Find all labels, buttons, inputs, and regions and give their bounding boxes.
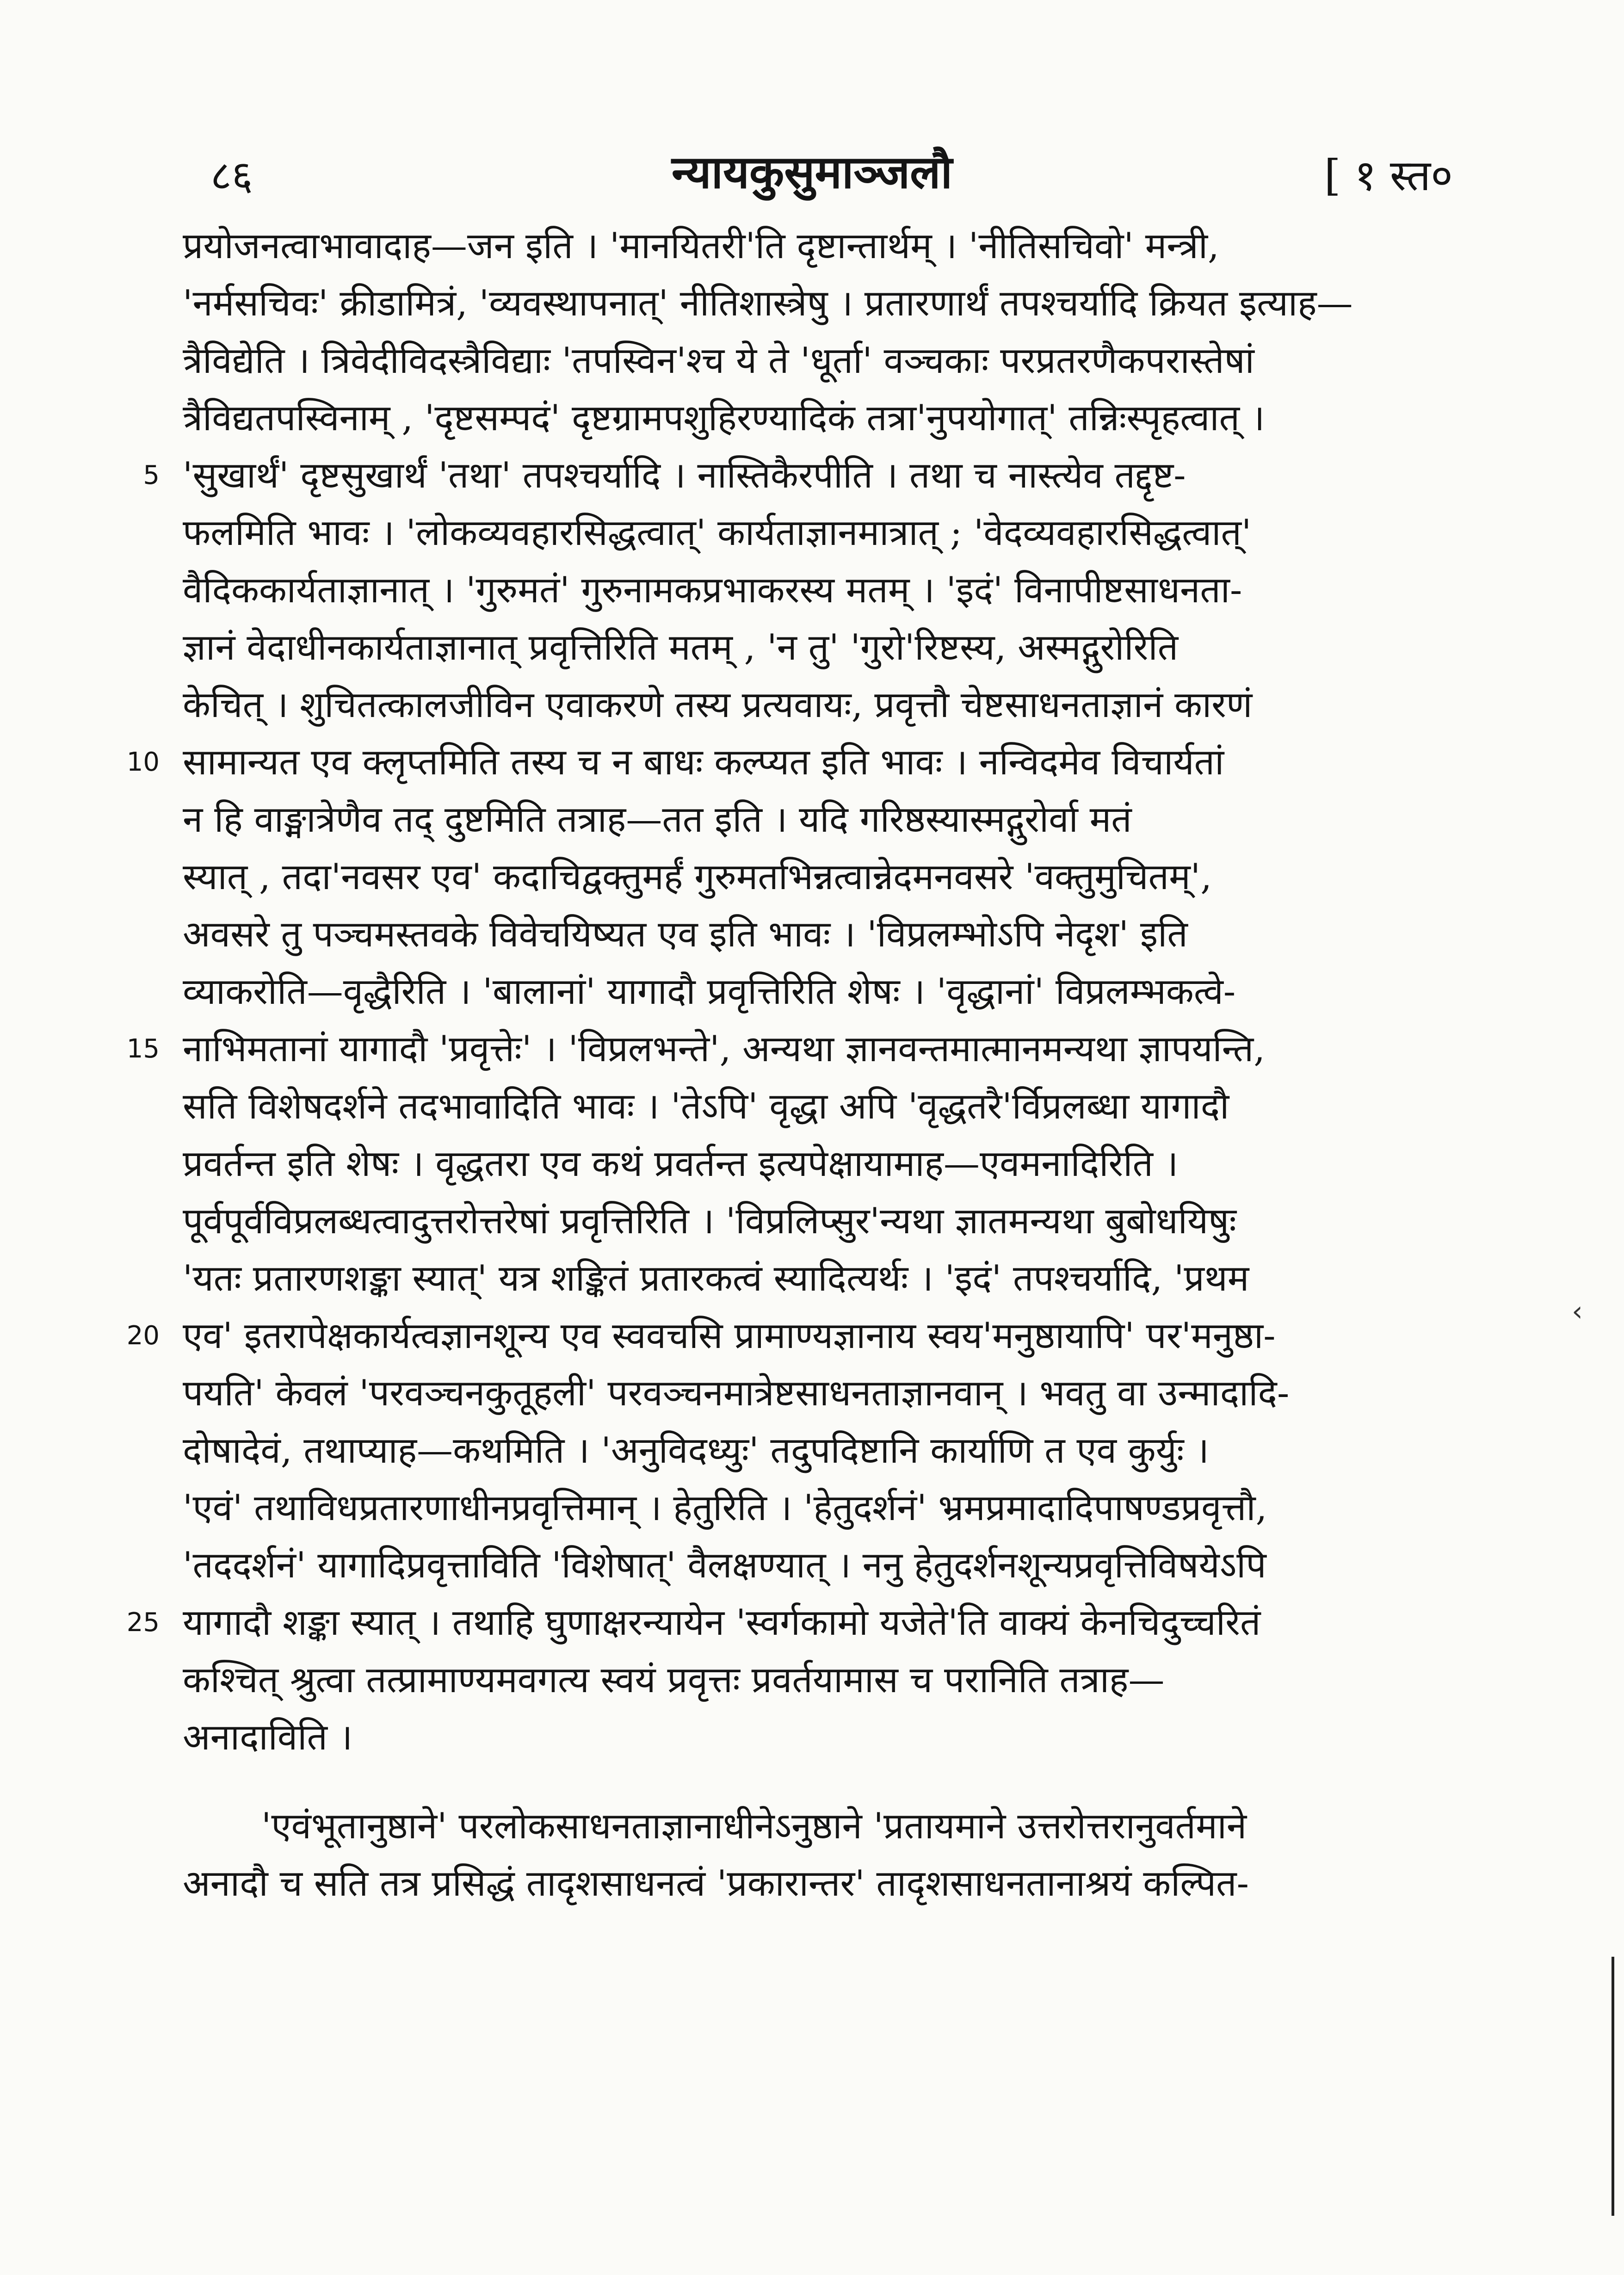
- text-line: [183, 1651, 1478, 1709]
- margin-bracket-icon: ‹: [1572, 1295, 1583, 1328]
- line-text: केचित् । शुचितत्कालजीविन एवाकरणे तस्य प्रत्यवायः, प्रवृत्तौ चेष्टसाधनताज्ञानं कारणं: [183, 684, 1253, 726]
- line-text: 'नर्मसचिवः' क्रीडामित्रं, 'व्यवस्थापनात्' नीतिशास्त्रेषु । प्रतारणार्थं तपश्चर्यादि क्रियत इत्याह—: [183, 283, 1353, 324]
- text-line: [183, 275, 1478, 332]
- line-text: अनादाविति ।: [183, 1717, 353, 1758]
- text-line-paragraph-start: [183, 1798, 1478, 1855]
- commentary-text: [126, 217, 1478, 1912]
- text-line: [183, 1135, 1478, 1193]
- line-text: प्रवर्तन्त इति शेषः । वृद्धतरा एव कथं प्रवर्तन्त इत्यपेक्षायामाह—एवमनादिरिति ।: [183, 1143, 1179, 1185]
- line-number: 10: [126, 747, 160, 777]
- text-line: [183, 1078, 1478, 1135]
- text-line: [183, 619, 1478, 676]
- line-text: न हि वाङ्मात्रेणैव तद् दुष्टमिति तत्राह—तत इति । यदि गरिष्ठस्यास्मद्गुरोर्वा मतं: [183, 799, 1132, 841]
- line-number: 15: [126, 1034, 160, 1064]
- text-line: [183, 1855, 1478, 1912]
- page-edge-mark: [1612, 1957, 1614, 2216]
- line-text: सामान्यत एव क्लृप्तमिति तस्य च न बाधः कल्प्यत इति भावः । नन्विदमेव विचार्यतां: [183, 742, 1224, 783]
- line-text: 'तददर्शनं' यागादिप्रवृत्ताविति 'विशेषात्' वैलक्षण्यात् । ननु हेतुदर्शनशून्यप्रवृत्तिविषयेऽपि: [183, 1545, 1266, 1586]
- line-text: अवसरे तु पञ्चमस्तवके विवेचयिष्यत एव इति भावः । 'विप्रलम्भोऽपि नेदृश' इति: [183, 914, 1188, 955]
- page-number: ८६: [210, 152, 253, 199]
- running-title: न्यायकुसुमाञ्जलौ: [671, 146, 952, 199]
- line-number: 5: [143, 460, 160, 490]
- text-line: [183, 1537, 1478, 1594]
- line-text: प्रयोजनत्वाभावादाह—जन इति । 'मानयितरी'ति दृष्टान्तार्थम् । 'नीतिसचिवो' मन्त्री,: [183, 225, 1219, 267]
- line-text: कश्चित् श्रुत्वा तत्प्रामाण्यमवगत्य स्वयं प्रवृत्तः प्रवर्तयामास च परानिति तत्राह—: [183, 1659, 1165, 1701]
- line-text: फलमिति भावः । 'लोकव्यवहारसिद्धत्वात्' कार्यताज्ञानमात्रात् ; 'वेदव्यवहारसिद्धत्वात्': [183, 512, 1252, 554]
- section-marker: [ १ स्त०: [1324, 151, 1453, 200]
- text-line: [183, 848, 1478, 906]
- text-line: [183, 1709, 1478, 1766]
- text-line: [126, 734, 1478, 791]
- line-text: पूर्वपूर्वविप्रलब्धत्वादुत्तरोत्तरेषां प्रवृत्तिरिति । 'विप्रलिप्सुर'न्यथा ज्ञातमन्यथा बुबोधयिषुः: [183, 1200, 1237, 1242]
- line-text: यागादौ शङ्का स्यात् । तथाहि घुणाक्षरन्यायेन 'स्वर्गकामो यजेते'ति वाक्यं केनचिदुच्चरितं: [183, 1602, 1261, 1644]
- text-line: [126, 1020, 1478, 1078]
- line-text: नाभिमतानां यागादौ 'प्रवृत्तेः' । 'विप्रलभन्ते', अन्यथा ज्ञानवन्तमात्मानमन्यथा ज्ञापयन्ति,: [183, 1028, 1266, 1070]
- text-line: [183, 1479, 1478, 1537]
- line-text: एव' इतरापेक्षकार्यत्वज्ञानशून्य एव स्ववचसि प्रामाण्यज्ञानाय स्वय'मनुष्ठायापि' पर'मनुष्ठा-: [183, 1315, 1276, 1357]
- line-text: वैदिककार्यताज्ञानात् । 'गुरुमतं' गुरुनामकप्रभाकरस्य मतम् । 'इदं' विनापीष्टसाधनता-: [183, 569, 1242, 611]
- text-line: [183, 1250, 1478, 1307]
- text-line: [126, 1307, 1478, 1365]
- line-text: त्रैविद्येति । त्रिवेदीविदस्त्रैविद्याः 'तपस्विन'श्च ये ते 'धूर्ता' वञ्चकाः परप्रतरणैकपरास्तेषां: [183, 340, 1254, 382]
- text-line: [183, 504, 1478, 562]
- text-line: [183, 562, 1478, 619]
- text-line: [183, 791, 1478, 848]
- line-text: दोषादेवं, तथाप्याह—कथमिति । 'अनुविदध्युः' तदुपदिष्टानि कार्याणि त एव कुर्युः ।: [183, 1430, 1209, 1471]
- text-line: [183, 389, 1478, 447]
- text-line: [183, 963, 1478, 1020]
- line-text: सति विशेषदर्शने तदभावादिति भावः । 'तेऽपि' वृद्धा अपि 'वृद्धतरै'र्विप्रलब्धा यागादौ: [183, 1086, 1229, 1127]
- line-number: 20: [126, 1321, 160, 1351]
- text-line: [183, 1365, 1478, 1422]
- page-header: [0, 0, 1624, 217]
- line-text: स्यात् , तदा'नवसर एव' कदाचिद्वक्तुमर्हं गुरुमतभिन्नत्वान्नेदमनवसरे 'वक्तुमुचितम्',: [183, 856, 1212, 898]
- line-text: पयति' केवलं 'परवञ्चनकुतूहली' परवञ्चनमात्रेष्टसाधनताज्ञानवान् । भवतु वा उन्मादादि-: [183, 1372, 1290, 1414]
- text-line: [183, 906, 1478, 963]
- line-text: अनादौ च सति तत्र प्रसिद्धं तादृशसाधनत्वं 'प्रकारान्तर' तादृशसाधनतानाश्रयं कल्पित-: [183, 1863, 1249, 1904]
- text-line: [183, 332, 1478, 389]
- text-line: [183, 1422, 1478, 1479]
- text-line: [126, 1594, 1478, 1651]
- line-text: 'सुखार्थं' दृष्टसुखार्थं 'तथा' तपश्चर्यादि । नास्तिकैरपीति । तथा च नास्त्येव तद्दृष्ट-: [183, 455, 1186, 496]
- line-number: 25: [126, 1607, 160, 1638]
- line-text: त्रैविद्यतपस्विनाम् , 'दृष्टसम्पदं' दृष्टग्रामपशुहिरण्यादिकं तत्रा'नुपयोगात्' तन्निःस्पृहत्वात् ।: [183, 397, 1265, 439]
- line-text: ज्ञानं वेदाधीनकार्यताज्ञानात् प्रवृत्तिरिति मतम् , 'न तु' 'गुरो'रिष्टस्य, अस्मद्गुरोरिति: [183, 627, 1179, 668]
- text-line: [183, 1193, 1478, 1250]
- text-line: [143, 447, 1478, 504]
- line-text: 'एवंभूतानुष्ठाने' परलोकसाधनताज्ञानाधीनेऽनुष्ठाने 'प्रतायमाने उत्तरोत्तरानुवर्तमाने: [261, 1805, 1247, 1847]
- text-line: [183, 217, 1478, 275]
- line-text: 'एवं' तथाविधप्रतारणाधीनप्रवृत्तिमान् । हेतुरिति । 'हेतुदर्शनं' भ्रमप्रमादादिपाषण्डप्रवृत्तौ,: [183, 1487, 1267, 1529]
- line-text: व्याकरोति—वृद्धैरिति । 'बालानां' यागादौ प्रवृत्तिरिति शेषः । 'वृद्धानां' विप्रलम्भकत्वे-: [183, 971, 1236, 1013]
- text-line: [183, 676, 1478, 734]
- line-text: 'यतः प्रतारणशङ्का स्यात्' यत्र शङ्कितं प्रतारकत्वं स्यादित्यर्थः । 'इदं' तपश्चर्यादि, 'प्रथम: [183, 1258, 1249, 1299]
